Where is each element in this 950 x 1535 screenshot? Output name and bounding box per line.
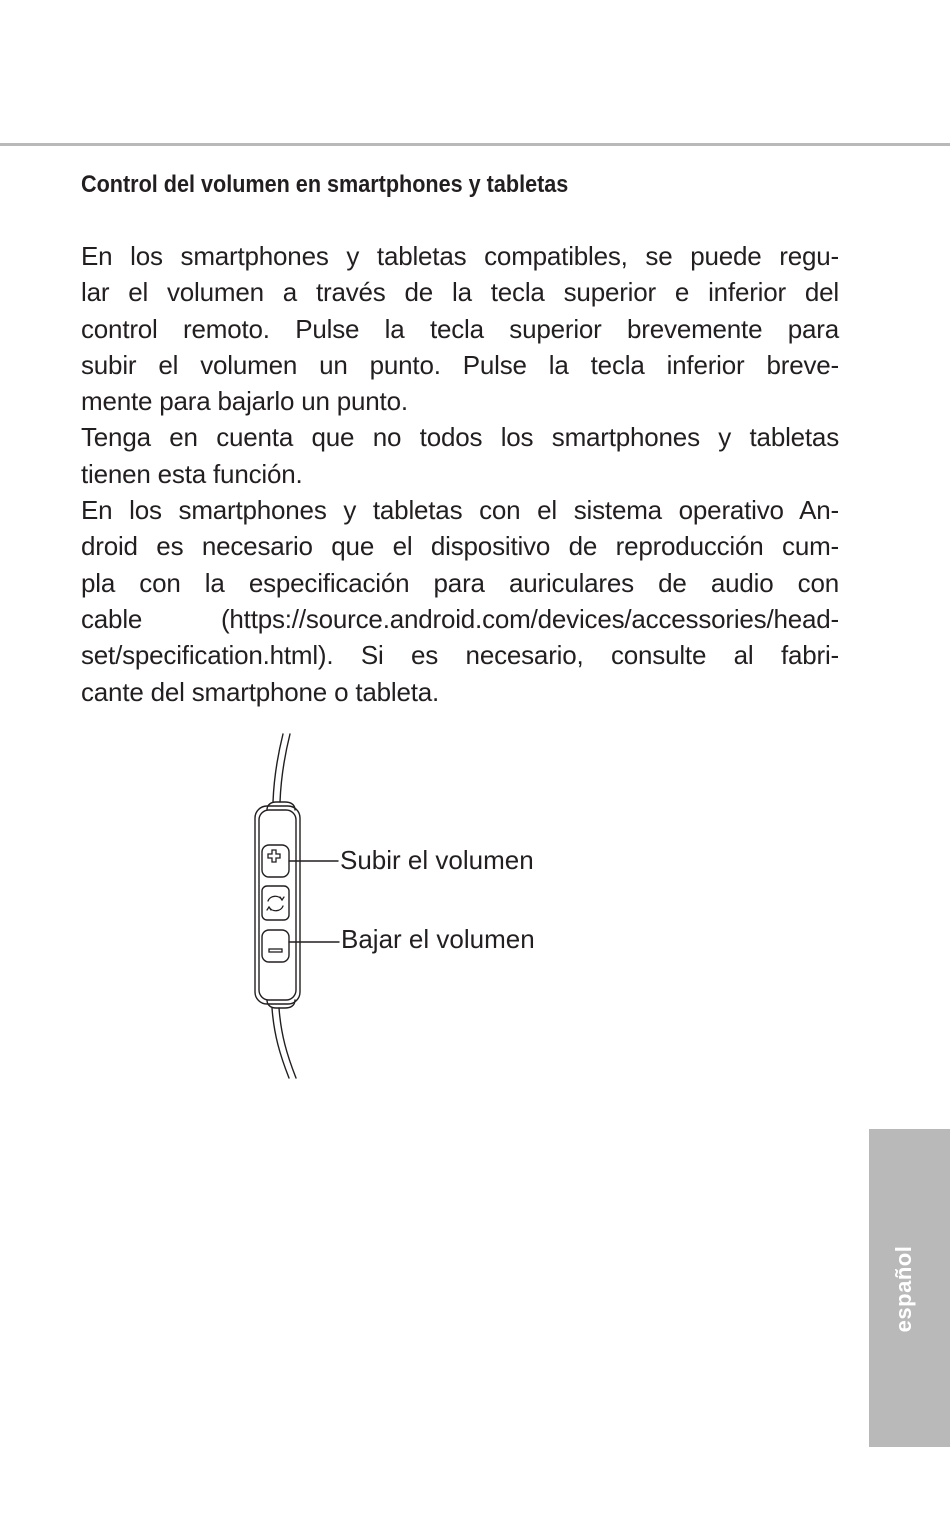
language-tab-label: español [891,1245,916,1333]
volume-down-key [262,930,289,962]
cable-line [279,1008,296,1078]
text-line: cante del smartphone o tableta. [81,676,440,707]
cycle-icon [267,896,284,910]
volume-up-label: Subir el volumen [340,845,534,875]
text-line: control remoto. Pulse la tecla superior brevemente para [81,313,839,344]
top-divider [0,143,950,146]
plus-icon [268,850,280,862]
text-line: droid es necesario que el dispositivo de reproducción cum- [81,531,839,562]
cable-line [280,734,290,802]
text-line: cable (https://source.android.com/devices/accessories/head- [81,603,839,634]
play-pause-key [262,886,289,920]
text-line: En los smartphones y tabletas con el sistema operativo An- [81,495,839,526]
text-line: pla con la especificación para auriculares de audio con [81,567,839,598]
text-line: Tenga en cuenta que no todos los smartphones y tabletas [81,422,839,453]
remote-body-inner [259,810,296,1000]
cable-line [273,734,283,802]
text-line: mente para bajarlo un punto. [81,386,408,417]
text-line: tienen esta función. [81,458,303,489]
minus-icon [269,949,282,952]
text-line: En los smartphones y tabletas compatibles, se puede regu- [81,241,839,271]
text-line: lar el volumen a través de la tecla superior e inferior del [81,277,839,308]
section-heading: Control del volumen en smartphones y tabletas [81,171,569,198]
body-text [81,238,839,710]
text-line: subir el volumen un punto. Pulse la tecla inferior breve- [81,349,839,380]
remote-control-icon [240,730,340,1082]
text-line: set/specification.html). Si es necesario, consulte al fabri- [81,640,839,671]
volume-down-label: Bajar el volumen [341,924,535,954]
